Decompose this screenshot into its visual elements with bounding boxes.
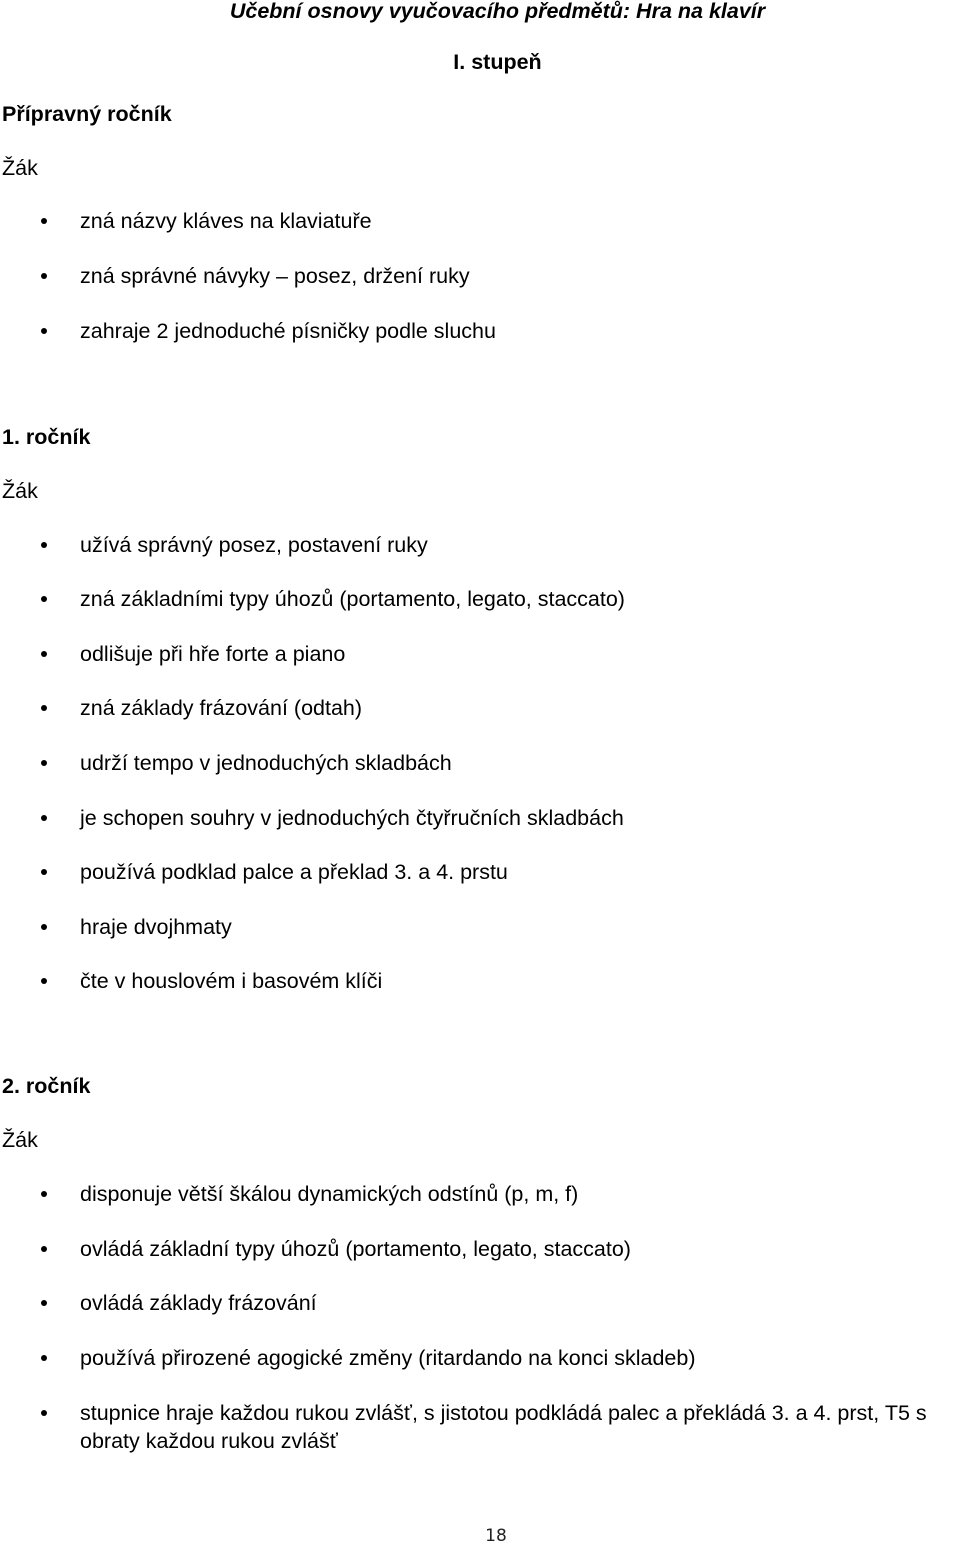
list-item: ovládá základní typy úhozů (portamento, legato, staccato) (0, 1235, 631, 1263)
list-item: ovládá základy frázování (0, 1289, 317, 1317)
list-item: zná správné návyky – posez, držení ruky (0, 262, 470, 290)
list-item: odlišuje při hře forte a piano (0, 640, 345, 668)
section-heading-preparatory: Přípravný ročník (2, 102, 172, 126)
list-item: zahraje 2 jednoduché písničky podle sluchu (0, 317, 496, 345)
section-subject-grade-2: Žák (2, 1128, 38, 1152)
section-subject-preparatory: Žák (2, 156, 38, 180)
document-title: Učební osnovy vyučovacího předmětů: Hra na klavír (229, 0, 766, 23)
list-item: udrží tempo v jednoduchých skladbách (0, 749, 452, 777)
section-heading-grade-1: 1. ročník (2, 425, 91, 449)
list-item: zná základy frázování (odtah) (0, 694, 362, 722)
list-item: disponuje větší škálou dynamických odstínů (p, m, f) (0, 1180, 578, 1208)
level-heading: I. stupeň (453, 50, 542, 74)
page-number: 18 (485, 1526, 507, 1546)
list-item: zná názvy kláves na klaviatuře (0, 207, 372, 235)
list-item: čte v houslovém i basovém klíči (0, 967, 382, 995)
list-item: používá přirozené agogické změny (ritardando na konci skladeb) (0, 1344, 695, 1372)
section-subject-grade-1: Žák (2, 479, 38, 503)
section-heading-grade-2: 2. ročník (2, 1074, 91, 1098)
list-item: zná základními typy úhozů (portamento, legato, staccato) (0, 585, 625, 613)
list-item: hraje dvojhmaty (0, 913, 232, 941)
list-item: stupnice hraje každou rukou zvlášť, s jistotou podkládá palec a překládá 3. a 4. prst, T5 s obraty každou rukou zvlášť (0, 1399, 960, 1455)
list-item: je schopen souhry v jednoduchých čtyřručních skladbách (0, 804, 624, 832)
list-item: užívá správný posez, postavení ruky (0, 531, 428, 559)
list-item: používá podklad palce a překlad 3. a 4. prstu (0, 858, 508, 886)
